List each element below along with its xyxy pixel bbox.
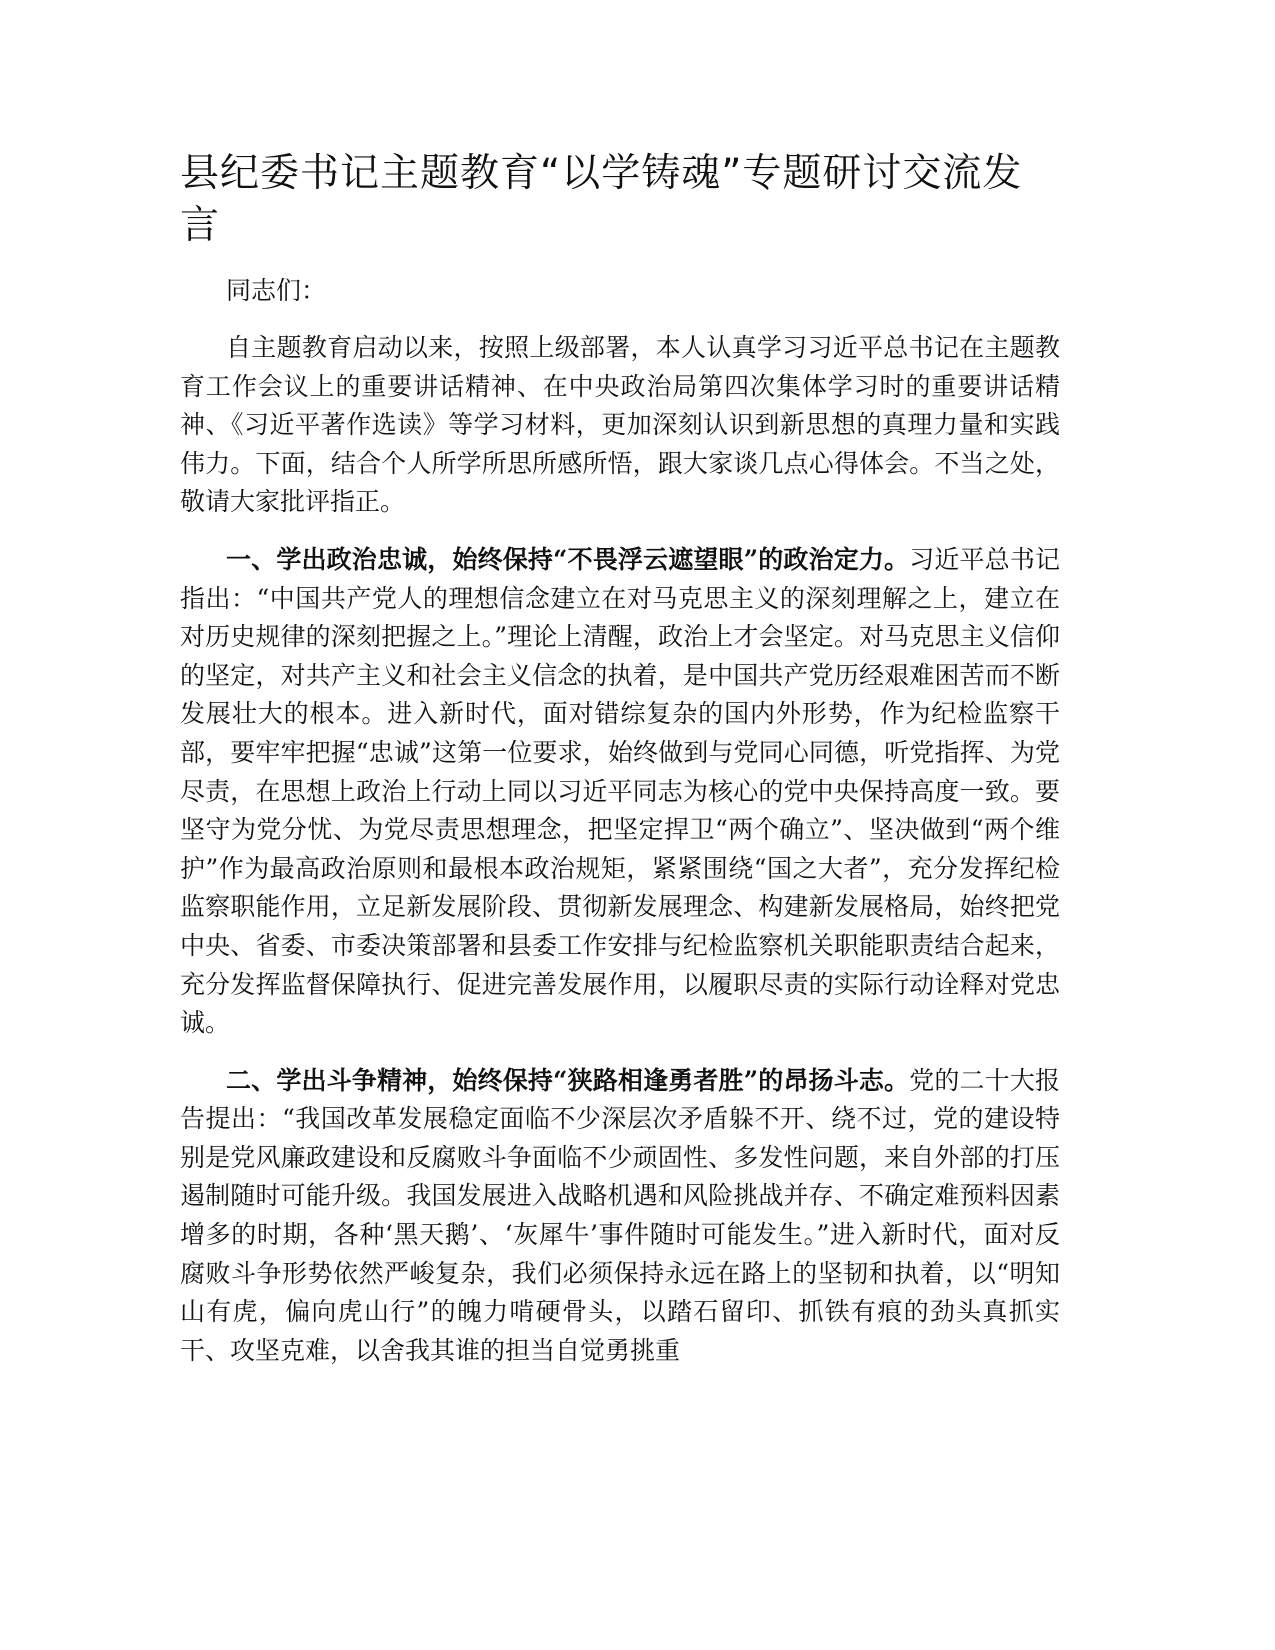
section-paragraph-1 xyxy=(180,541,1060,1043)
document-title: 县纪委书记主题教育“以学铸魂”专题研讨交流发言 xyxy=(180,151,1023,248)
section-body-2: 党的二十大报告提出：“我国改革发展稳定面临不少深层次矛盾躲不开、绕不过，党的建设特别是党风廉政建设和反腐败斗争面临不少顽固性、多发性问题，来自外部的打压遏制随时可能升级。我国发展进入战略机遇和风险挑战并存、不确定难预料因素增多的时期，各种‘黑天鹅’、‘灰犀牛’事件随时可能发生。”进入新时代，面对反腐败斗争形势依然严峻复杂，我们必须保持永远在路上的坚韧和执着，以“明知山有虎，偏向虎山行”的魄力啃硬骨头，以踏石留印、抓铁有痕的劲头真抓实干、攻坚克难，以舍我其谁的担当自觉勇挑重 xyxy=(180,1065,1060,1365)
section-body-1: 习近平总书记指出：“中国共产党人的理想信念建立在对马克思主义的深刻理解之上，建立在对历史规律的深刻把握之上。”理论上清醒，政治上才会坚定。对马克思主义信仰的坚定，对共产主义和社会主义信念的执着，是中国共产党历经艰难困苦而不断发展壮大的根本。进入新时代，面对错综复杂的国内外形势，作为纪检监察干部，要牢牢把握“忠诚”这第一位要求，始终做到与党同心同德，听党指挥、为党尽责，在思想上政治上行动上同以习近平同志为核心的党中央保持高度一致。要坚守为党分忧、为党尽责思想理念，把坚定捍卫“两个确立”、坚决做到“两个维护”作为最高政治原则和最根本政治规矩，紧紧围绕“国之大者”，充分发挥纪检监察职能作用，立足新发展阶段、贯彻新发展理念、构建新发展格局，始终把党中央、省委、市委决策部署和县委工作安排与纪检监察机关职能职责结合起来，充分发挥监督保障执行、促进完善发展作用，以履职尽责的实际行动诠释对党忠诚。 xyxy=(180,544,1060,1038)
document-body xyxy=(180,148,1060,1389)
section-paragraph-2 xyxy=(180,1062,1060,1371)
intro-paragraph: 自主题教育启动以来，按照上级部署，本人认真学习习近平总书记在主题教育工作会议上的重要讲话精神、在中央政治局第四次集体学习时的重要讲话精神、《习近平著作选读》等学习材料，更加深刻认识到新思想的真理力量和实践伟力。下面，结合个人所学所思所感所悟，跟大家谈几点心得体会。不当之处，敬请大家批评指正。 xyxy=(180,333,1060,517)
section-heading-1: 一、学出政治忠诚，始终保持“不畏浮云遮望眼”的政治定力。 xyxy=(226,544,910,574)
salutation: 同志们： xyxy=(226,276,327,305)
section-heading-2: 二、学出斗争精神，始终保持“狭路相逢勇者胜”的昂扬斗志。 xyxy=(226,1065,910,1095)
